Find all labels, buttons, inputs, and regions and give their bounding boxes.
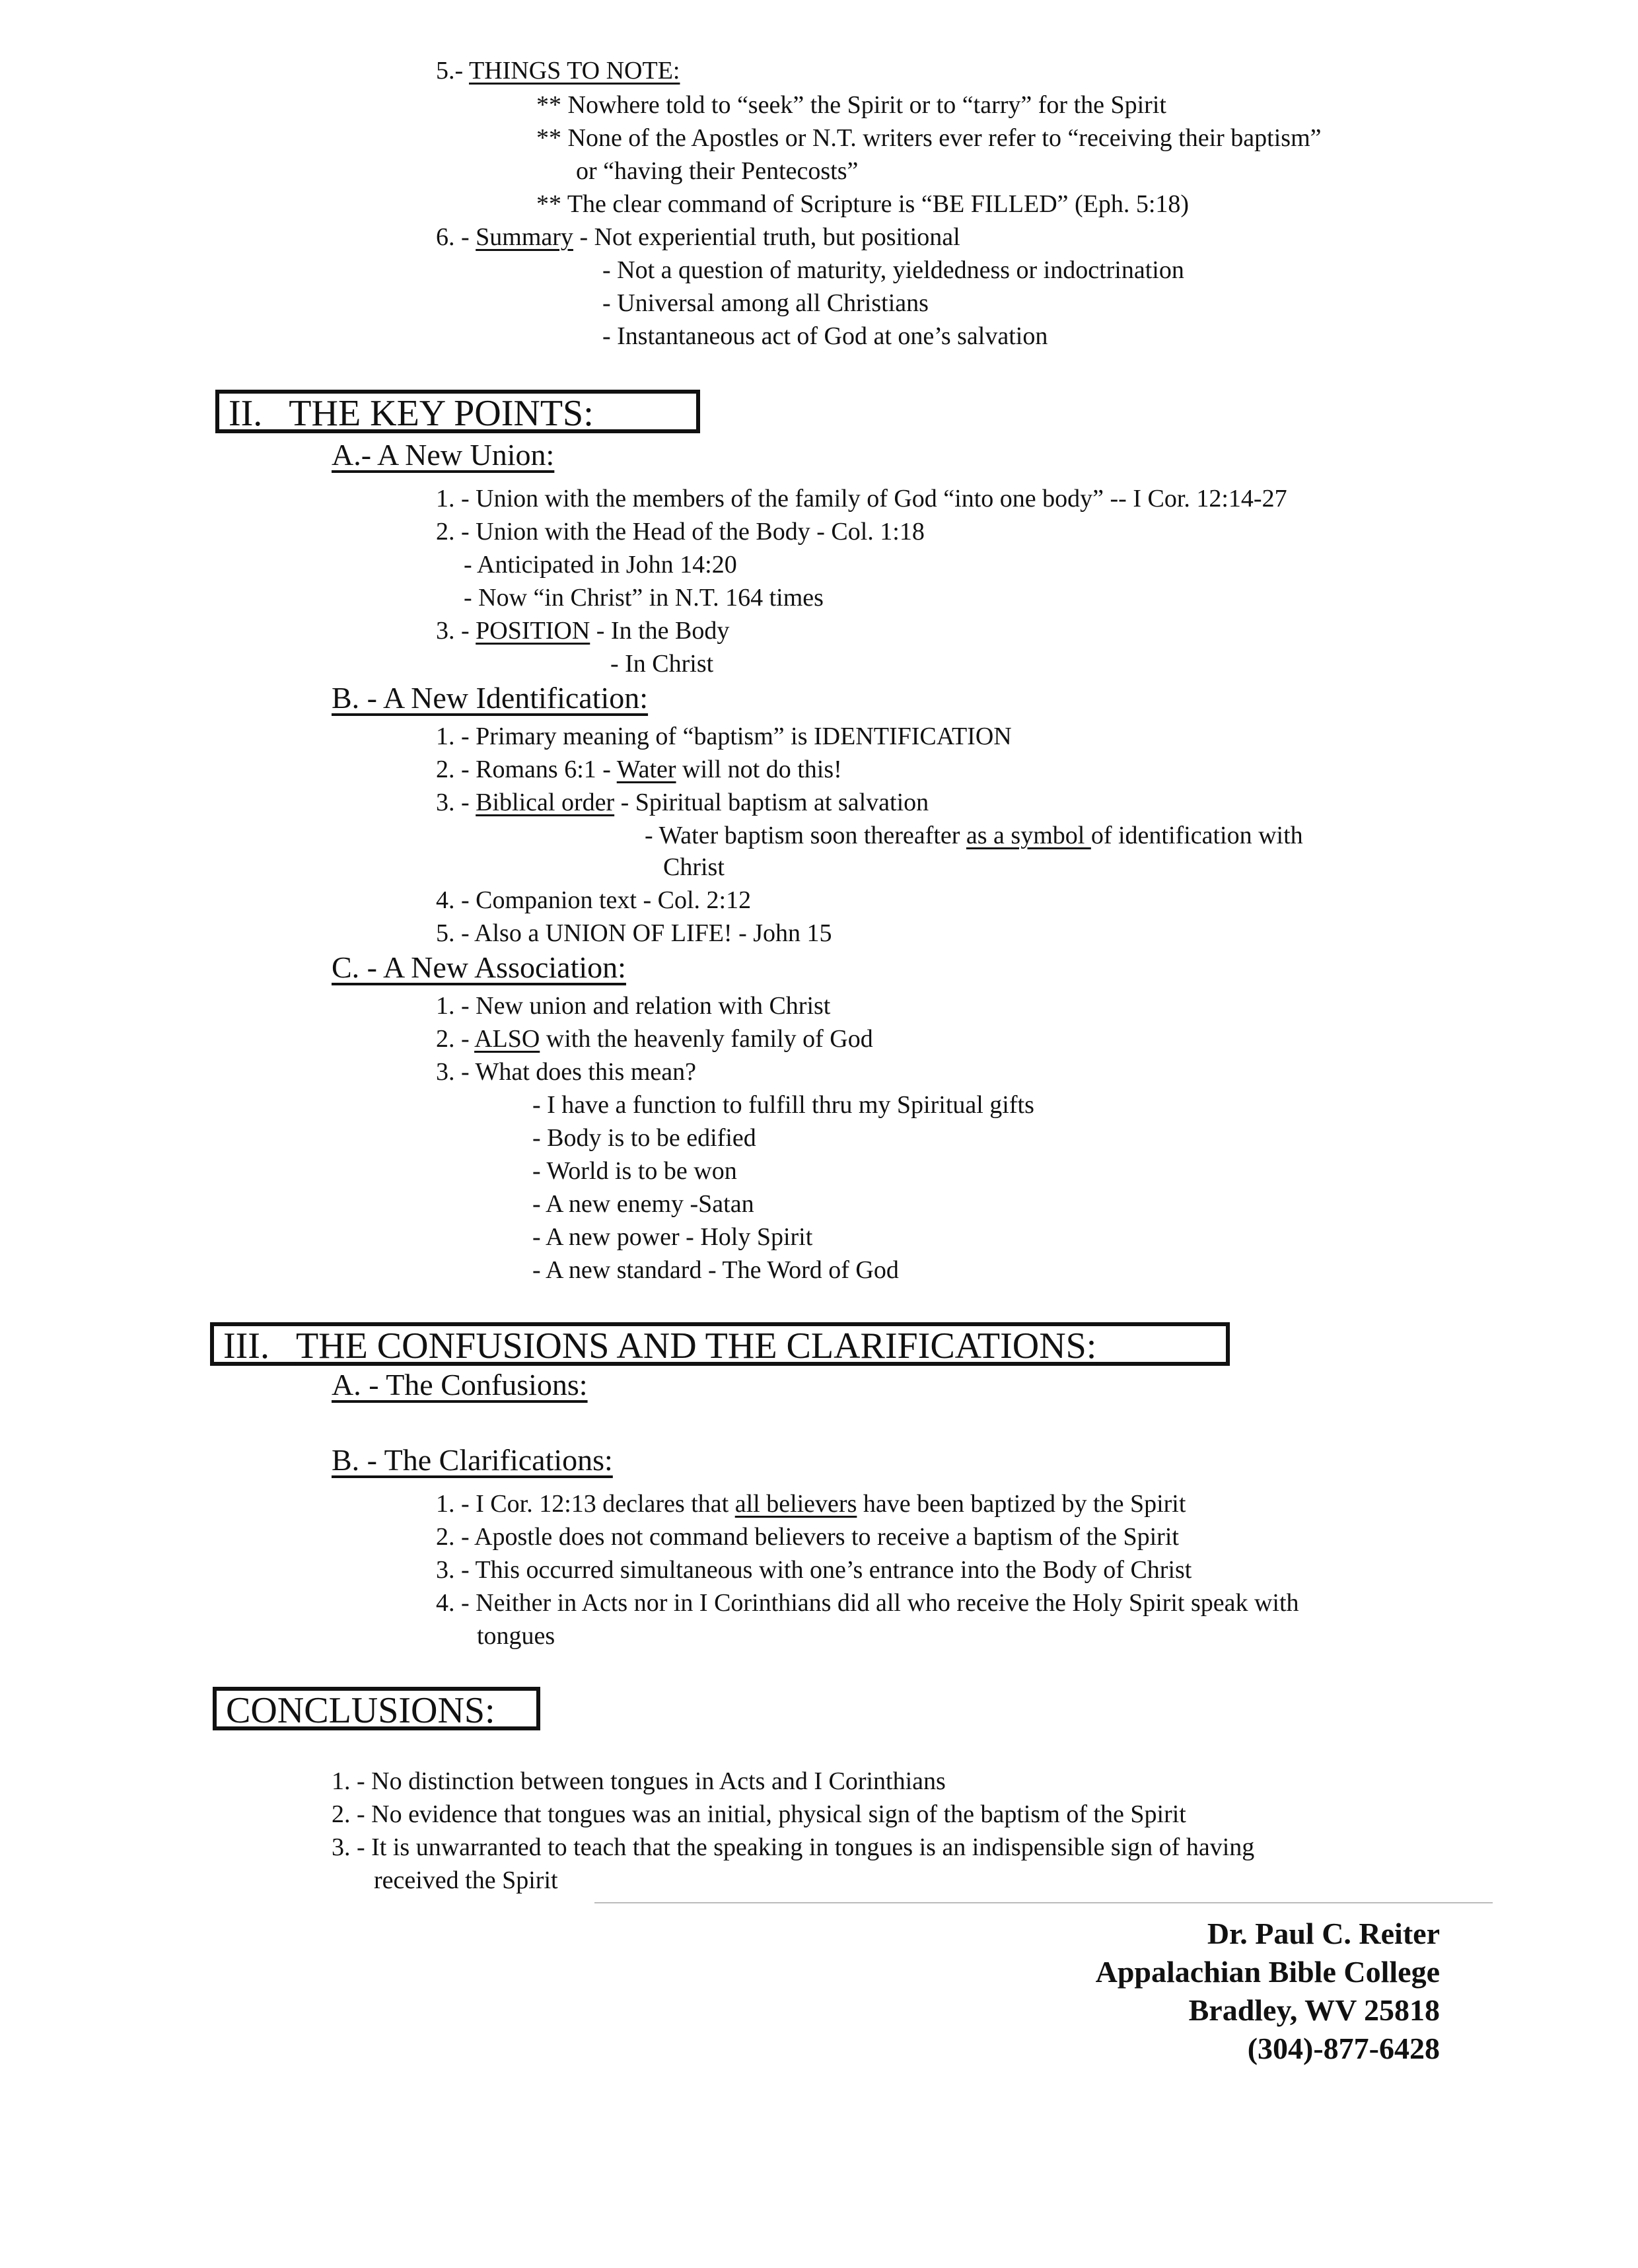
symbol-label: as a symbol (966, 822, 1091, 849)
section-2b-item-3b (645, 820, 1303, 851)
section-2b-item-1: 1. - Primary meaning of “baptism” is IDENTIFICATION (436, 723, 1012, 750)
heading-label: THINGS TO NOTE: (468, 57, 680, 85)
item-number: 3. - (436, 617, 470, 645)
signature-phone: (304)-877-6428 (1247, 2032, 1440, 2065)
summary-item-4: - Instantaneous act of God at one’s salvation (602, 322, 1048, 350)
heading-number: 5.- (436, 57, 464, 85)
all-believers-label: all believers (734, 1490, 857, 1518)
section-2-title-box (215, 390, 700, 433)
section-2c-heading: C. - A New Association: (332, 950, 626, 984)
item-text: - In the Body (590, 617, 730, 645)
signature-name: Dr. Paul C. Reiter (1207, 1917, 1440, 1950)
item-text: - Water baptism soon thereafter (645, 822, 966, 849)
section-2a-item-3 (436, 616, 729, 646)
item-text: with the heavenly family of God (540, 1025, 873, 1053)
section-3-title-box (210, 1322, 1230, 1366)
section-2c-item-2 (436, 1024, 873, 1054)
section-2c-item-3d: - A new enemy -Satan (532, 1190, 754, 1218)
section-3b-heading: B. - The Clarifications: (332, 1443, 613, 1477)
item-text: - Spiritual baptism at salvation (614, 789, 929, 816)
item-number: 3. - (436, 789, 470, 816)
conclusions-title-box (213, 1687, 540, 1730)
conclusion-3: 3. - It is unwarranted to teach that the speaking in tongues is an indispensible sign of having (332, 1833, 1255, 1861)
section-3-title: THE CONFUSIONS AND THE CLARIFICATIONS: (295, 1326, 1097, 1366)
section-2a-item-2b: - Now “in Christ” in N.T. 164 times (464, 584, 824, 612)
section-3b-item-1 (436, 1489, 1186, 1519)
section-3b-item-3: 3. - This occurred simultaneous with one’s entrance into the Body of Christ (436, 1556, 1192, 1584)
note-3: ** The clear command of Scripture is “BE FILLED” (Eph. 5:18) (536, 190, 1190, 218)
section-2b-item-3 (436, 787, 929, 818)
item-text-end: have been baptized by the Spirit (857, 1490, 1186, 1518)
section-2c-item-3e: - A new power - Holy Spirit (532, 1223, 813, 1251)
signature-college: Appalachian Bible College (1095, 1955, 1440, 1989)
note-1: ** Nowhere told to “seek” the Spirit or to “tarry” for the Spirit (536, 91, 1166, 119)
position-label: POSITION (476, 617, 590, 645)
biblical-order-label: Biblical order (476, 789, 615, 816)
section-2c-item-3c: - World is to be won (532, 1157, 737, 1185)
conclusions-title: CONCLUSIONS: (226, 1690, 495, 1731)
section-2c-item-3a: - I have a function to fulfill thru my Spiritual gifts (532, 1091, 1034, 1119)
section-2a-heading: A.- A New Union: (332, 438, 555, 472)
section-2-title: THE KEY POINTS: (289, 393, 594, 434)
item-number: 2. - (436, 1025, 470, 1053)
faint-divider (594, 1902, 1493, 1903)
section-2b-item-3c: Christ (663, 853, 725, 881)
section-2b-item-2 (436, 754, 842, 785)
section-2b-item-4: 4. - Companion text - Col. 2:12 (436, 886, 752, 914)
section-2c-item-3: 3. - What does this mean? (436, 1058, 696, 1086)
note-2-continued: or “having their Pentecosts” (576, 157, 859, 185)
item-text: 1. - I Cor. 12:13 declares that (436, 1490, 735, 1518)
summary-label: Summary (476, 223, 573, 251)
section-2b-item-5: 5. - Also a UNION OF LIFE! - John 15 (436, 919, 832, 947)
summary-heading (436, 222, 960, 252)
summary-item-3: - Universal among all Christians (602, 289, 929, 317)
item-text-end: will not do this! (676, 756, 842, 783)
summary-number: 6. - (436, 223, 470, 251)
section-3b-item-2: 2. - Apostle does not command believers to receive a baptism of the Spirit (436, 1523, 1179, 1551)
section-2c-item-1: 1. - New union and relation with Christ (436, 992, 831, 1020)
section-2a-item-1: 1. - Union with the members of the family of God “into one body” -- I Cor. 12:14-27 (436, 485, 1287, 513)
conclusion-1: 1. - No distinction between tongues in Acts and I Corinthians (332, 1767, 946, 1795)
section-2-number: II. (229, 393, 263, 434)
section-2b-heading: B. - A New Identification: (332, 681, 649, 715)
section-2c-item-3f: - A new standard - The Word of God (532, 1256, 899, 1284)
item-text: 2. - Romans 6:1 - (436, 756, 617, 783)
section-2a-item-2: 2. - Union with the Head of the Body - Col. 1:18 (436, 518, 925, 546)
section-2a-item-3b: - In Christ (610, 650, 714, 678)
section-3-number: III. (223, 1326, 269, 1366)
also-label: ALSO (474, 1025, 540, 1053)
summary-item-2: - Not a question of maturity, yieldedness or indoctrination (602, 256, 1184, 284)
section-3b-item-4: 4. - Neither in Acts nor in I Corinthians did all who receive the Holy Spirit speak with (436, 1589, 1299, 1617)
section-2c-item-3b: - Body is to be edified (532, 1124, 756, 1152)
note-2: ** None of the Apostles or N.T. writers ever refer to “receiving their baptism” (536, 124, 1322, 152)
section-3b-item-4-continued: tongues (477, 1622, 555, 1650)
things-to-note-heading (436, 55, 680, 86)
item-text-end: of identification with (1090, 822, 1303, 849)
section-2a-item-2a: - Anticipated in John 14:20 (464, 551, 737, 579)
summary-item-1: - Not experiential truth, but positional (579, 223, 960, 251)
conclusion-3-continued: received the Spirit (374, 1866, 558, 1894)
signature-address: Bradley, WV 25818 (1188, 1993, 1440, 2027)
section-3a-heading: A. - The Confusions: (332, 1368, 588, 1401)
water-label: Water (616, 756, 676, 783)
conclusion-2: 2. - No evidence that tongues was an initial, physical sign of the baptism of the Spirit (332, 1800, 1186, 1828)
